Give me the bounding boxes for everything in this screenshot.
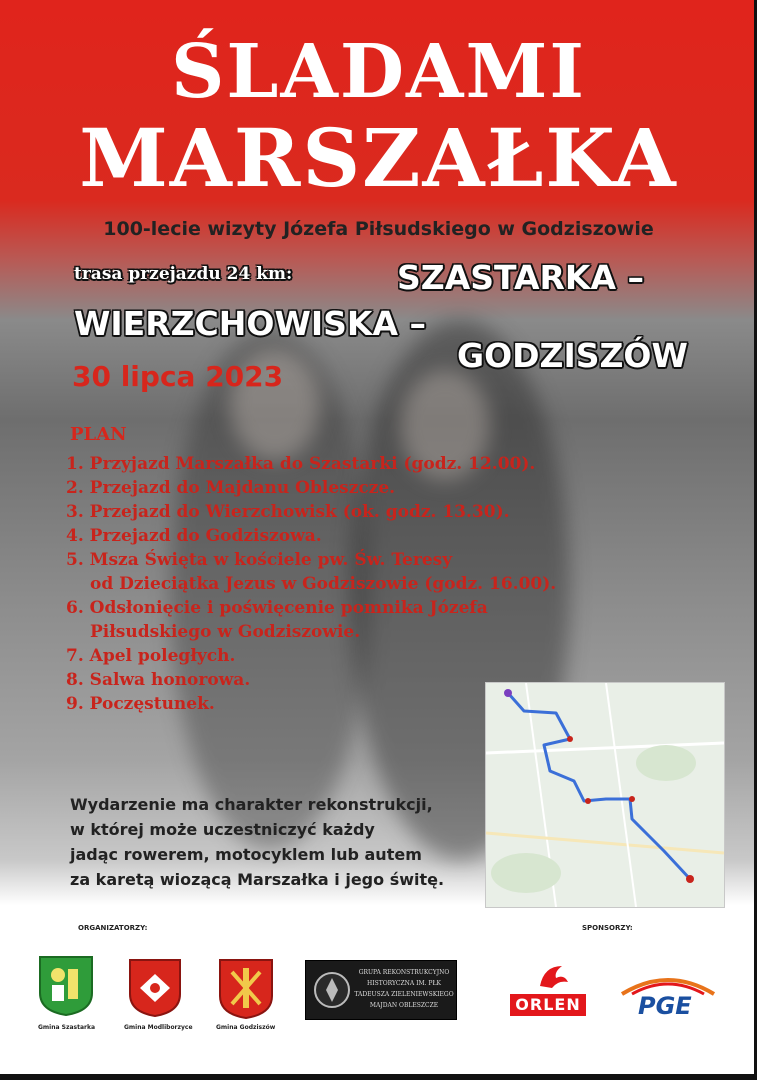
coat-of-arms-modliborzyce-icon [128, 958, 182, 1018]
plan-list [66, 452, 556, 716]
pge-wordmark: PGE [638, 992, 692, 1020]
organizer-caption: Gmina Godziszów [216, 1024, 276, 1031]
plan-item: 1. Przyjazd Marszałka do Szastarki (godz. 12.00). [66, 454, 536, 474]
coat-of-arms-szastarka-icon [38, 955, 94, 1017]
plan-item: 8. Salwa honorowa. [66, 670, 251, 690]
plan-item: 5. Msza Święta w kościele pw. Św. Teresy [66, 550, 453, 570]
group-logo-text: MAJDAN OBLESZCZE [369, 1002, 439, 1009]
organizers-label: ORGANIZATORZY: [78, 924, 148, 932]
subtitle: 100-lecie wizyty Józefa Piłsudskiego w Godziszowie [103, 218, 654, 240]
group-logo-text: TADEUSZA ZIELENIEWSKIEGO [354, 991, 454, 998]
orlen-eagle-icon [510, 962, 586, 992]
pge-logo [618, 972, 718, 1022]
route-map-graphic [486, 683, 724, 907]
event-date: 30 lipca 2023 [72, 360, 284, 393]
group-logo-text: GRUPA REKONSTRUKCYJNO [358, 969, 450, 976]
reconstruction-group-logo [305, 960, 457, 1020]
plan-item: 2. Przejazd do Majdanu Obleszcze. [66, 478, 396, 498]
plan-item-continuation: od Dzieciątka Jezus w Godziszowie (godz. 16.00). [90, 574, 557, 594]
description-line: Wydarzenie ma charakter rekonstrukcji, [70, 795, 433, 814]
event-description [70, 792, 444, 892]
title-line-1: ŚLADAMI [170, 29, 586, 115]
plan-item-continuation: Piłsudskiego w Godziszowie. [90, 622, 361, 642]
route-stop-1: SZASTARKA – [397, 258, 645, 297]
plan-heading: PLAN [70, 424, 127, 445]
organizer-caption: Gmina Modliborzyce [124, 1024, 193, 1031]
orlen-logo [510, 962, 586, 1020]
frame-edge-bottom [0, 1074, 757, 1080]
orlen-wordmark: ORLEN [510, 994, 586, 1016]
group-logo-text: HISTORYCZNA IM. PŁK [367, 980, 441, 987]
description-line: jadąc rowerem, motocyklem lub autem [70, 845, 422, 864]
route-stop-2: WIERZCHOWISKA – [74, 304, 426, 343]
plan-item: 4. Przejazd do Godziszowa. [66, 526, 322, 546]
description-line: w której może uczestniczyć każdy [70, 820, 375, 839]
plan-item: 6. Odsłonięcie i poświęcenie pomnika Józefa [66, 598, 488, 618]
coat-of-arms-godziszow-icon [218, 958, 274, 1020]
route-map [485, 682, 725, 908]
plan-item: 9. Poczęstunek. [66, 694, 215, 714]
route-stop-3: GODZISZÓW [457, 336, 688, 375]
title-line-2: MARSZAŁKA [79, 111, 678, 205]
sponsors-label: SPONSORZY: [582, 924, 633, 932]
route-label: trasa przejazdu 24 km: [74, 264, 293, 284]
eagle-emblem-icon [312, 970, 352, 1010]
plan-item: 3. Przejazd do Wierzchowisk (ok. godz. 13.30). [66, 502, 510, 522]
description-line: za karetą wiozącą Marszałka i jego świtę. [70, 870, 445, 889]
organizer-caption: Gmina Szastarka [38, 1024, 95, 1031]
plan-item: 7. Apel poległych. [66, 646, 236, 666]
